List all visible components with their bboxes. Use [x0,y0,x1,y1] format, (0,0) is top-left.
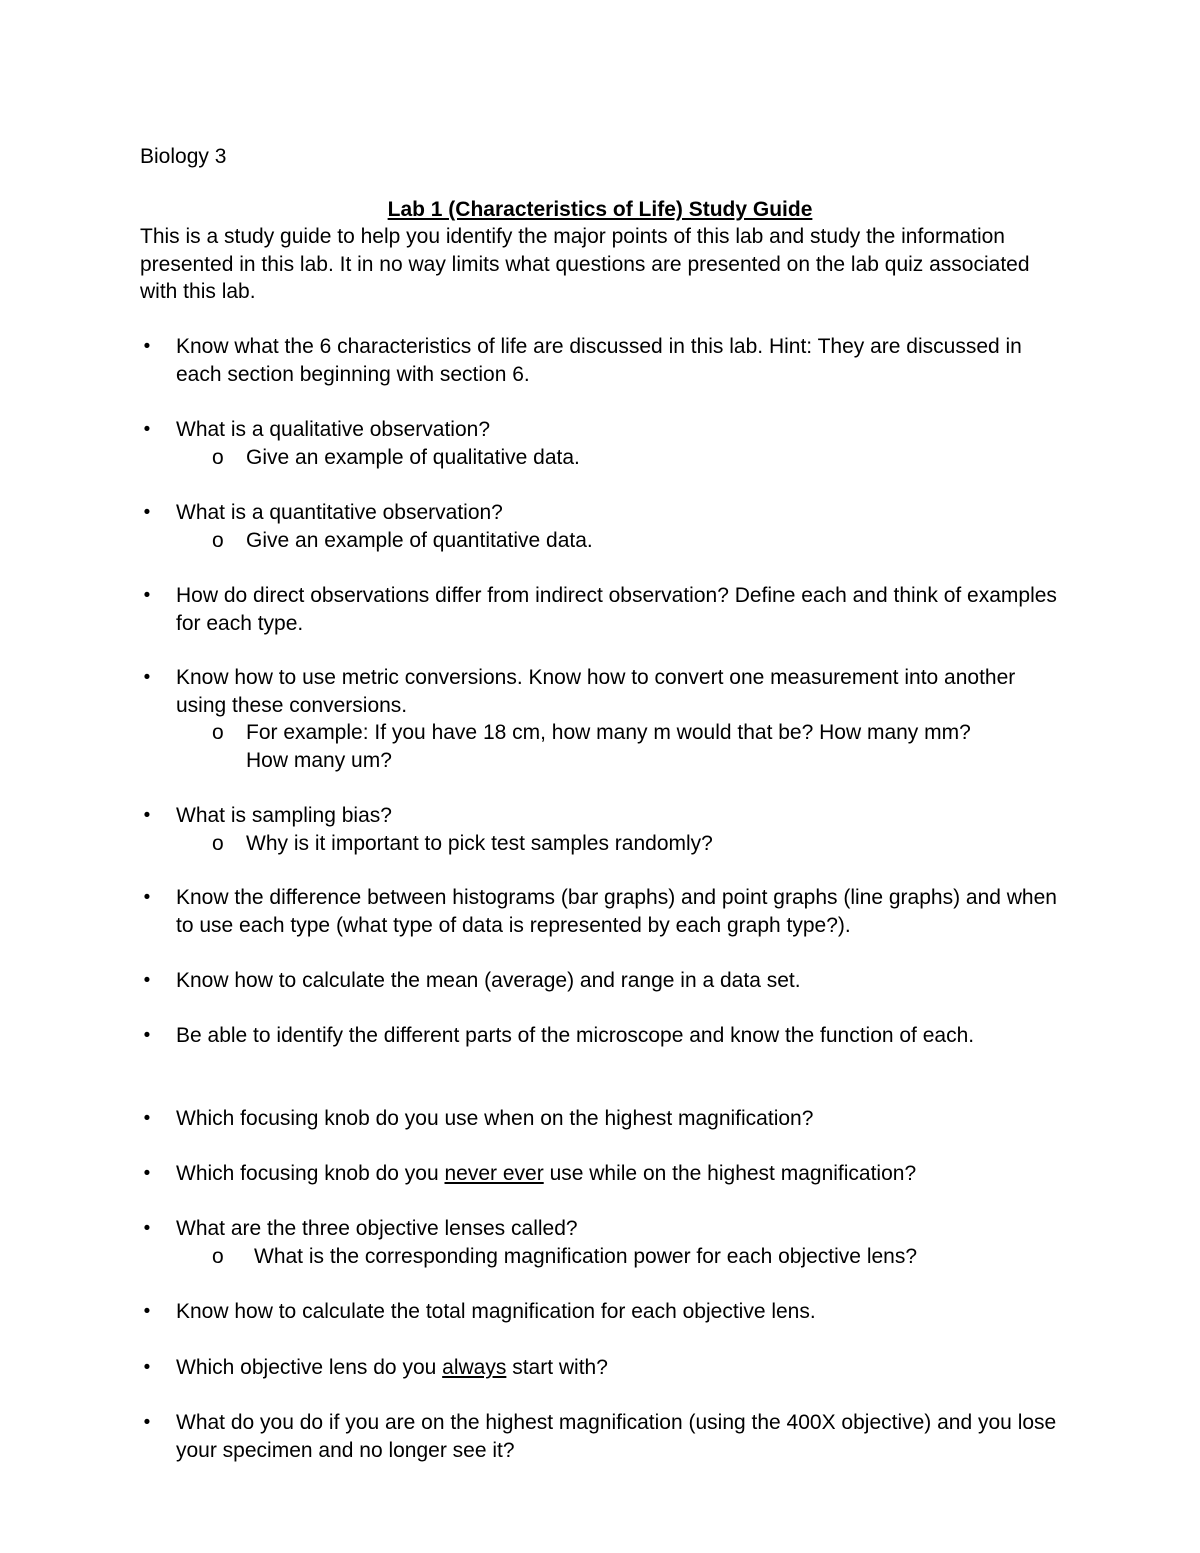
list-item-text: What is a quantitative observation? [176,501,503,524]
list-item-text: Know how to calculate the mean (average) and range in a data set. [176,969,801,992]
sub-bullet-icon: o [212,528,224,552]
sub-bullet-icon: o [212,721,224,744]
text-after: start with? [512,1356,608,1379]
bullet-icon: • [143,1218,151,1239]
bullet-icon: • [143,1412,151,1433]
bullet-icon: • [143,419,151,440]
list-item [140,1215,1060,1270]
list-item [140,582,1060,637]
page-title: Lab 1 (Characteristics of Life) Study Guide [387,198,813,221]
list-item-text: Know what the 6 characteristics of life are discussed in this lab. Hint: They are discussed in each section beginning with section 6. [176,335,1022,386]
sub-item [140,527,1060,555]
list-item-text: How do direct observations differ from indirect observation? Define each and think of examples for each type. [176,584,1057,635]
sub-item-text: For example: If you have 18 cm, how many m would that be? How many mm? How many um? [246,721,971,772]
list-item [140,1105,1060,1133]
emphasis-underlined: never ever [444,1162,544,1185]
list-item [140,416,1060,471]
list-item [140,967,1060,995]
list-item-text: Know how to use metric conversions. Know how to convert one measurement into another using these conversions. [176,666,1016,717]
bullet-icon: • [143,585,151,606]
bullet-icon: • [143,1108,151,1129]
list-item [140,1409,1060,1464]
sub-bullet-icon: o [212,445,224,469]
list-item-text: Be able to identify the different parts of the microscope and know the function of each. [176,1024,975,1047]
list-item-text: Know how to calculate the total magnification for each objective lens. [176,1300,816,1323]
intro-paragraph: This is a study guide to help you identify the major points of this lab and study the information presented in this lab. It in no way limits what questions are presented on the lab quiz associated with this lab. [140,225,1030,303]
course-name: Biology 3 [140,145,227,168]
list-item-text: What are the three objective lenses called? [176,1217,578,1240]
list-item [140,1022,1060,1050]
sub-item [140,444,1060,472]
sub-bullet-icon: o [212,831,224,855]
text-before: Which focusing knob do you [176,1162,439,1185]
list-item-text: Know the difference between histograms (bar graphs) and point graphs (line graphs) and when to use each type (what type of data is represented by each graph type?). [176,886,1057,937]
emphasis-underlined: always [442,1356,507,1379]
bullet-icon: • [143,805,151,826]
sub-bullet-icon: o [212,1244,224,1268]
list-item-text: What do you do if you are on the highest magnification (using the 400X objective) and you lose your specimen and no longer see it? [176,1411,1057,1462]
bullet-icon: • [143,1025,151,1046]
bullet-icon: • [143,1301,151,1322]
list-item [140,664,1060,774]
sub-item-text: Give an example of quantitative data. [246,528,593,552]
bullet-icon: • [143,1163,151,1184]
bullet-icon: • [143,970,151,991]
text-before: Which objective lens do you [176,1356,437,1379]
text-after: use while on the highest magnification? [549,1162,917,1185]
list-item [140,1160,1060,1188]
list-item [140,333,1060,388]
bullet-icon: • [143,887,151,908]
list-item-text [140,1354,1060,1382]
sub-item-text: What is the corresponding magnification power for each objective lens? [254,1244,918,1268]
list-item-text: What is sampling bias? [176,804,392,827]
sub-item [140,830,1060,858]
list-item [140,1298,1060,1326]
bullet-icon: • [143,1357,151,1378]
sub-item [140,1243,1060,1271]
list-item [140,1354,1060,1382]
list-item-text: What is a qualitative observation? [176,418,491,441]
list-item-text [140,1160,1060,1188]
sub-item [140,719,1060,774]
bullet-icon: • [143,336,151,357]
bullet-icon: • [143,667,151,688]
sub-item-text: Why is it important to pick test samples randomly? [246,831,713,855]
sub-item-text: Give an example of qualitative data. [246,445,580,469]
list-item [140,802,1060,857]
list-item [140,499,1060,554]
bullet-icon: • [143,502,151,523]
list-item [140,884,1060,939]
list-item-text: Which focusing knob do you use when on the highest magnification? [176,1107,814,1130]
